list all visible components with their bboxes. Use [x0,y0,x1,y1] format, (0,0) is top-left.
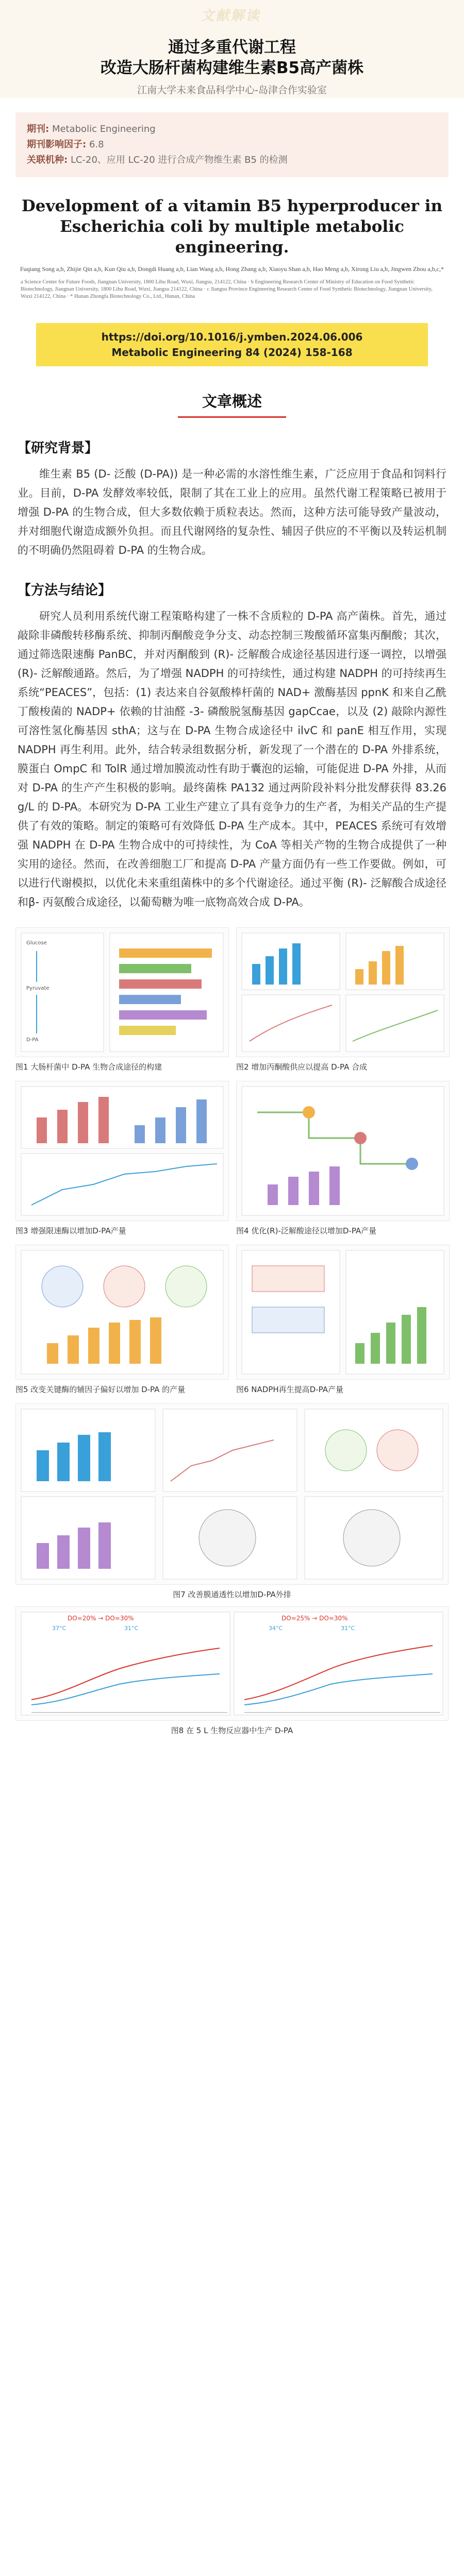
citation-text: Metabolic Engineering 84 (2024) 158-168 [111,346,353,359]
figure-8-caption: 图8 在 5 L 生物反应器中生产 D-PA [171,1726,293,1735]
figure-6-caption: 图6 NADPH再生提高D-PA产量 [236,1385,343,1394]
title-line-2: 改造大肠杆菌构建维生素B5高产菌株 [100,59,364,77]
journal-label: 期刊: [27,124,49,134]
fig8-temp-left-2: 31°C [124,1625,139,1632]
overview-title: 文章概述 [202,393,262,410]
figures-grid [15,927,449,1395]
watermark-label: 文献解读 [200,8,263,24]
related-instrument-value: LC-20、应用 LC-20 进行合成产物维生素 B5 的检测 [70,155,288,165]
methods-text: 研究人员利用系统代谢工程策略构建了一株不含质粒的 D-PA 高产菌株。首先，通过敲除非磷酸转移酶系统、抑制丙酮酸竞争分支、动态控制三羧酸循环富集丙酮酸；其次，通过筛选限速酶 PanBC，并对丙酮酸到 (R)- 泛解酸合成途径基因进行逐一调控，以增强 (R)- 泛解酸通路。然后，为了增强 NADPH 的可持续性，通过构建 NADPH 的可持续再生系统“PEACES”，包括：(1) 表达来自谷氨酸棒杆菌的 NAD+ 激酶基因 ppnK 和来自乙酰丁酸梭菌的 NADP+ 依赖的甘油醛 -3- 磷酸脱氢酶基因 gapCcae，以及 (2) 敲除内源性可溶性氢化酶基因 sthA；这与在 D-PA 生物合成途径中 ilvC 和 panE 相互作用，实现 NADPH 再生利用。此外，结合转录组数据分析，新发现了一个潜在的 D-PA 外排系统，膜蛋白 OmpC 和 TolR 通过增加膜流动性有助于囊泡的运输，可能促进 D-PA 外排，从而对 D-PA 的生产产生积极的影响。最终菌株 PA132 通过两阶段补料分批发酵获得 83.26 g/L 的 D-PA。本研究为 D-PA 工业生产建立了具有竞争力的生产者，为相关产品的生产提供了有效的策略。制定的策略可有效降低 D-PA 生产成本。其中，PEACES 系统可有效增强 NADPH 在 D-PA 生物合成中的可持续性，为 CoA 等相关产物的生物合成提供了一种实用的途径。然而，在改善细胞工厂和提高 D-PA 产量方面仍有一些工作要做。例如，可以进行代谢模拟，以优化未来重组菌株中的多个代谢途径。通过平衡 (R)- 泛解酸合成途径和β- 丙氨酸合成途径，以葡萄糖为唯一底物高效合成 D-PA。 [18,610,446,908]
page-subtitle: 江南大学未来食品科学中心-岛津合作实验室 [137,84,327,96]
figure-row-2 [15,1081,449,1236]
fig8-temp-left-1: 37°C [52,1625,67,1632]
paper-header [15,196,449,300]
paper-affiliations: a Science Center for Future Foods, Jiangnan University, 1800 Lihu Road, Wuxi, Jiangsu, 214122, China · b Engineering Research Center of Ministry of Education on Food Synthetic Biotechnology, Jiangnan University, 1800 Lihu Road, Wuxi, Jiangsu 214122, China · c Jiangsu Province Engineering Research Center of Food Synthetic Biotechnology, Jiangnan University, Wuxi 214122, China · * Hunan Zhongfa Biotechnology Co., Ltd., Hunan, China [21,279,433,299]
figure-7 [15,1403,449,1600]
fig8-do-right: DO=25% → DO=30% [281,1615,348,1622]
background-text: 维生素 B5 (D- 泛酸 (D-PA)) 是一种必需的水溶性维生素，广泛应用于食品和饲料行业。目前，D-PA 发酵效率较低，限制了其在工业上的应用。虽然代谢工程策略已被用于增强 D-PA 的生物合成，但大多数依赖于质粒表达。然而，这种方法可能导致产量波动，并对细胞代谢造成额外负担。而且代谢网络的复杂性、辅因子供应的不平衡以及转运机制的不明确仍然阻碍着 D-PA 的生物合成。 [18,468,446,556]
footer-space [0,1742,464,1763]
figure-6-image [236,1245,450,1380]
figure-5-caption: 图5 改变关键酶的辅因子偏好以增加 D-PA 的产量 [15,1385,186,1394]
figure-1 [15,927,228,1073]
figure-5 [15,1245,228,1395]
figure-3 [15,1081,228,1236]
title-line-1: 通过多重代谢工程 [168,38,296,57]
journal-info-box [15,112,449,177]
fig8-temp-right-1: 34°C [269,1625,283,1632]
fig1-label-dpa: D-PA [26,1037,39,1043]
figure-5-image [15,1245,229,1380]
figure-2-caption: 图2 增加丙酮酸供应以提高 D-PA 合成 [236,1062,368,1072]
figure-1-image [15,927,229,1057]
figure-3-caption: 图3 增强限速酶以增加D-PA产量 [15,1226,126,1235]
header-banner [0,0,464,98]
overview-underline [178,416,286,418]
journal-row [27,122,437,137]
figure-4 [236,1081,449,1236]
fig1-label-glucose: Glucose [26,940,47,946]
paper-authors: Fuqiang Song a,b, Zhijie Qin a,b, Kun Qiu a,b, Dongdi Huang a,b, Lian Wang a,b, Hong Zhang a,b, Xiaoyu Shan a,b, Hao Meng a,b, Xirong Liu a,b, Jingwen Zhou a,b,c,* [20,265,444,273]
figure-1-caption: 图1 大肠杆菌中 D-PA 生物合成途径的构建 [15,1062,162,1072]
paper-title: Development of a vitamin B5 hyperproducer in Escherichia coli by multiple metabolic engineering. [21,197,443,257]
figure-2 [236,927,449,1073]
methods-heading: 【方法与结论】 [18,583,112,598]
figure-row-3 [15,1245,449,1395]
related-instrument-row [27,152,437,168]
impact-factor-value: 6.8 [89,139,104,150]
impact-factor-row [27,137,437,152]
page-title [0,37,464,78]
figure-8 [15,1606,449,1736]
fig8-do-left: DO=20% → DO=30% [68,1615,134,1622]
figure-7-image [15,1403,449,1585]
fig1-label-pyruvate: Pyruvate [26,986,49,991]
figure-4-caption: 图4 优化(R)-泛解酸途径以增加D-PA产量 [236,1226,377,1235]
journal-value: Metabolic Engineering [52,124,156,134]
impact-factor-label: 期刊影响因子: [27,139,87,150]
figure-8-image [15,1606,449,1721]
doi-link[interactable]: https://doi.org/10.1016/j.ymben.2024.06.006 [101,331,363,343]
fig8-temp-right-2: 31°C [341,1625,355,1632]
figure-7-caption: 图7 改善膜通透性以增加D-PA外排 [173,1590,291,1599]
doi-box [36,323,428,366]
figure-4-image [236,1081,450,1221]
figure-2-image [236,927,450,1057]
background-heading: 【研究背景】 [18,440,98,456]
figure-6 [236,1245,449,1395]
figure-row-1 [15,927,449,1073]
figure-3-image [15,1081,229,1221]
related-instrument-label: 关联机种: [27,155,68,165]
